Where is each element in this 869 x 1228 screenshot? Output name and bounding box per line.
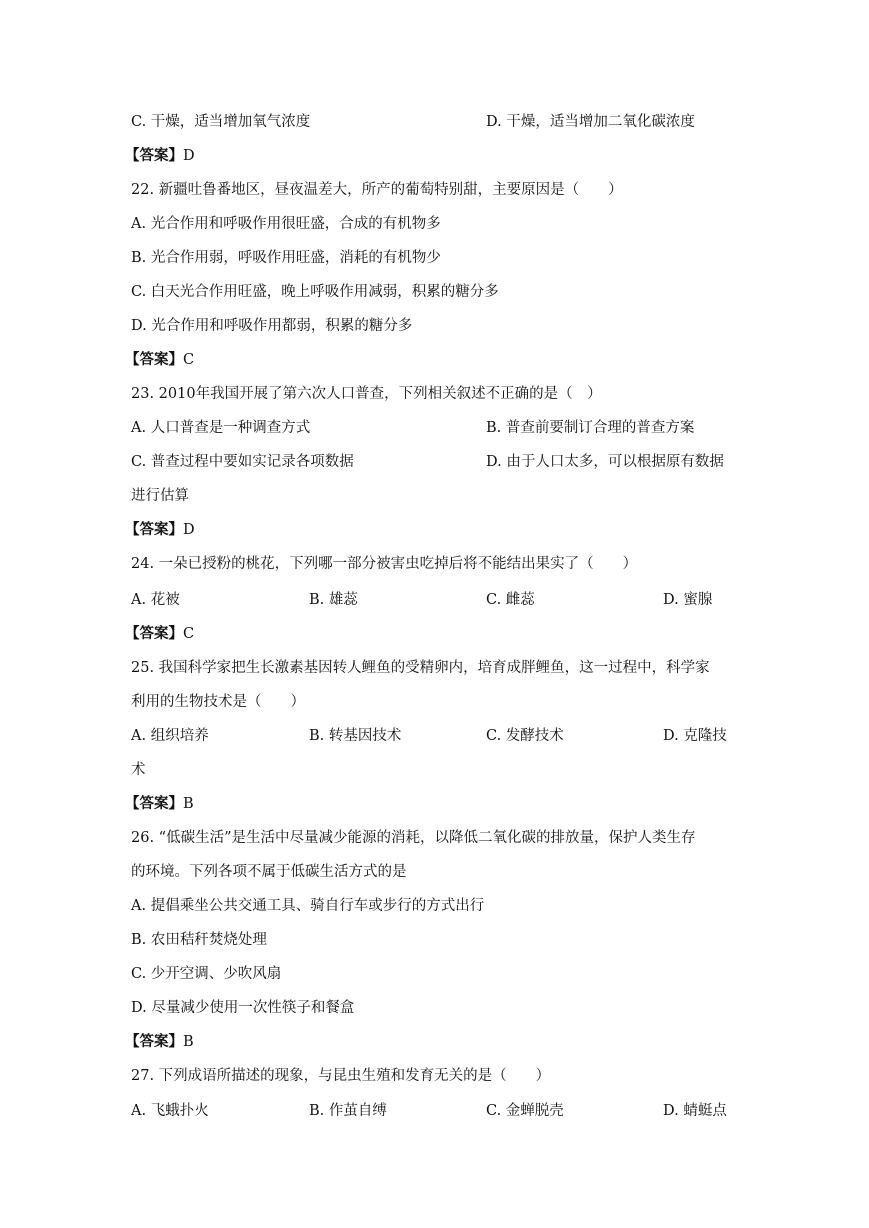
q23-option-d-continued: 进行估算: [131, 488, 189, 504]
q24-option-d: D. 蜜腺: [663, 592, 713, 608]
answer-value: B: [183, 1034, 194, 1050]
q24-option-b: B. 雄蕊: [309, 592, 358, 608]
q22-stem: 22. 新疆吐鲁番地区，昼夜温差大，所产的葡萄特别甜，主要原因是（ ）: [131, 182, 623, 198]
answer-tag: 【答案】: [125, 147, 183, 164]
q23-option-b: B. 普查前要制订合理的普查方案: [486, 420, 695, 436]
q26-option-c: C. 少开空调、少吹风扇: [131, 966, 282, 982]
answer-value: D: [183, 522, 195, 538]
q25-option-c: C. 发酵技术: [486, 728, 564, 744]
q23-option-a: A. 人口普查是一种调查方式: [131, 420, 311, 436]
q27-option-b: B. 作茧自缚: [309, 1103, 387, 1119]
q22-option-b: B. 光合作用弱，呼吸作用旺盛，消耗的有机物少: [131, 250, 441, 266]
q27-stem: 27. 下列成语所描述的现象，与昆虫生殖和发育无关的是（ ）: [131, 1068, 551, 1084]
q24-option-a: A. 花被: [131, 592, 180, 608]
q22-answer: [125, 350, 194, 370]
answer-tag: 【答案】: [125, 625, 183, 642]
q25-option-b: B. 转基因技术: [309, 728, 402, 744]
q24-answer: [125, 624, 194, 644]
answer-value: B: [183, 796, 194, 812]
q27-option-a: A. 飞蛾扑火: [131, 1103, 209, 1119]
q24-option-c: C. 雌蕊: [486, 592, 535, 608]
q22-option-c: C. 白天光合作用旺盛，晚上呼吸作用减弱，积累的糖分多: [131, 284, 499, 300]
q27-option-d: D. 蜻蜓点: [663, 1103, 727, 1119]
answer-value: C: [183, 352, 195, 368]
q25-answer: [125, 794, 194, 814]
q25-stem-line2: 利用的生物技术是（ ）: [131, 694, 305, 710]
answer-tag: 【答案】: [125, 521, 183, 538]
q26-stem-line1: 26. “低碳生活”是生活中尽量减少能源的消耗，以降低二氧化碳的排放量，保护人类生存: [131, 830, 696, 846]
q26-option-b: B. 农田秸秆焚烧处理: [131, 932, 267, 948]
answer-value: D: [183, 148, 195, 164]
q23-option-c: C. 普查过程中要如实记录各项数据: [131, 454, 354, 470]
q22-option-a: A. 光合作用和呼吸作用很旺盛，合成的有机物多: [131, 216, 441, 232]
answer-tag: 【答案】: [125, 351, 183, 368]
q23-option-d: D. 由于人口太多，可以根据原有数据: [486, 454, 724, 470]
answer-tag: 【答案】: [125, 795, 183, 812]
q27-option-c: C. 金蝉脱壳: [486, 1103, 564, 1119]
q25-stem-line1: 25. 我国科学家把生长激素基因转人鲤鱼的受精卵内，培育成胖鲤鱼，这一过程中，科学家: [131, 660, 710, 676]
q21-answer: [125, 146, 195, 166]
q25-option-a: A. 组织培养: [131, 728, 209, 744]
q26-option-d: D. 尽量减少使用一次性筷子和餐盒: [131, 1000, 355, 1016]
q21-option-d: D. 干燥，适当增加二氧化碳浓度: [486, 114, 695, 130]
q21-option-c: C. 干燥，适当增加氧气浓度: [131, 114, 311, 130]
q26-answer: [125, 1032, 194, 1052]
q25-option-d: D. 克隆技: [663, 728, 727, 744]
q26-stem-line2: 的环境。下列各项不属于低碳生活方式的是: [131, 864, 407, 880]
q23-answer: [125, 520, 195, 540]
q26-option-a: A. 提倡乘坐公共交通工具、骑自行车或步行的方式出行: [131, 898, 485, 914]
answer-value: C: [183, 626, 195, 642]
q23-stem: 23. 2010年我国开展了第六次人口普查，下列相关叙述不正确的是（ ）: [131, 386, 602, 402]
q24-stem: 24. 一朵已授粉的桃花，下列哪一部分被害虫吃掉后将不能结出果实了（ ）: [131, 556, 638, 572]
q22-option-d: D. 光合作用和呼吸作用都弱，积累的糖分多: [131, 318, 413, 334]
answer-tag: 【答案】: [125, 1033, 183, 1050]
q25-option-d-continued: 术: [131, 762, 146, 778]
